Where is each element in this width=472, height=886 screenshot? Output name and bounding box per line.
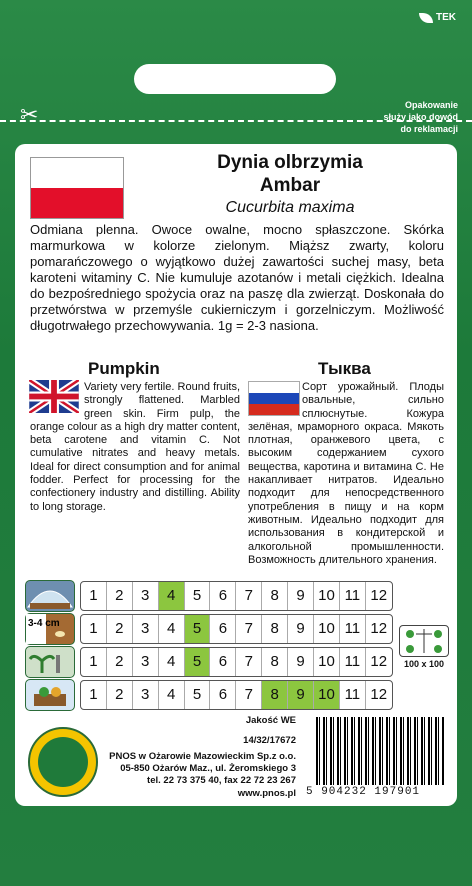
month-cell: 1 [81, 582, 107, 610]
calendar-row-planting [80, 647, 393, 677]
month-cell: 7 [236, 615, 262, 643]
scissors-icon: ✂ [20, 102, 39, 127]
month-cell-active: 5 [185, 615, 211, 643]
month-cell: 6 [210, 615, 236, 643]
month-cell: 1 [81, 648, 107, 676]
month-cell: 3 [133, 648, 159, 676]
month-cell: 10 [314, 615, 340, 643]
english-description: Variety very fertile. Round fruits, strongly flattened. Marbled green skin. Firm pulp, the orange colour as a high dry matter content, beta carotene and vitamin C. Not cumulative nitrates and heavy metals. Ideal for direct consumption and for animal fodder. Perfect for processing for the confectionery industry and distilling. Ability to long storage. [30, 381, 240, 513]
polish-description: Odmiana plenna. Owoce owalne, mocno spłaszczone. Skórka marmurkowa w kolorze zielonym. Miąższ zwarty, koloru pomarańczowego o wyjątkowo dużej zawartości suchej masy, beta karoteni witaminy C. Nie kumuluje azotanów i metali ciężkich. Idealna do bezpośredniego spożycia oraz na paszę dla zwierząt. Doskonała do przetwórstwa w przemyśle cukierniczym i gorzelniczym. Możliwość długotrwałego przechowywania. 1g = 2-3 nasiona. [30, 222, 444, 333]
russian-heading: Тыква [318, 359, 371, 378]
month-cell-active: 10 [314, 681, 340, 709]
month-cell: 2 [107, 681, 133, 709]
seed-depth-icon [25, 613, 75, 645]
barcode [316, 717, 444, 785]
month-cell: 5 [185, 681, 211, 709]
month-cell: 2 [107, 582, 133, 610]
month-cell: 12 [370, 653, 388, 670]
month-cell: 12 [370, 620, 388, 637]
pnos-logo [28, 727, 98, 797]
month-cell: 5 [185, 582, 211, 610]
month-cell: 2 [107, 648, 133, 676]
company-name: PNOS w Ożarowie Mazowieckim Sp.z o.o. [109, 751, 296, 762]
lot-code: 14/32/17672 [243, 735, 296, 746]
company-address: 05-850 Ożarów Maz., ul. Żeromskiego 3 [120, 763, 296, 774]
russian-description: Сорт урожайный. Плоды овальные, сильно сплюснутые. Кожура зелёная, мраморного окраса. Мякоть плотная, оранжевого цвета, с высоким содержанием сухого вещества, каротина и витамина С. Не накапливает нитратов. Идеально подходит для непосредственного употребления в пищу и на корм животным. Идеально подходит для использования в кондитерской и алкогольной промышленности. Возможность длительного хранения. [248, 381, 444, 566]
seedling-icon [25, 646, 75, 678]
month-cell: 3 [133, 615, 159, 643]
hang-hole [134, 64, 336, 94]
month-cell: 1 [81, 615, 107, 643]
barcode-number: 5 904232 197901 [306, 786, 421, 798]
month-cell: 9 [288, 582, 314, 610]
polish-flag [30, 157, 124, 219]
latin-name: Cucurbita maxima [225, 199, 355, 216]
product-name-line1: Dynia olbrzymia [217, 152, 363, 173]
english-heading: Pumpkin [88, 359, 160, 378]
product-name-line2: Ambar [259, 175, 321, 196]
month-cell-active: 9 [288, 681, 314, 709]
spacing-icon [399, 625, 449, 657]
month-cell: 6 [210, 648, 236, 676]
month-cell: 7 [236, 582, 262, 610]
cut-line [0, 120, 472, 122]
month-cell: 9 [288, 615, 314, 643]
month-cell: 10 [314, 582, 340, 610]
harvest-icon [25, 679, 75, 711]
month-cell: 8 [262, 582, 288, 610]
company-web[interactable]: www.pnos.pl [237, 788, 296, 799]
spacing-label: 100 x 100 [403, 659, 445, 669]
calendar-row-sowing-outdoor [80, 614, 393, 644]
svg-text:3-4 cm: 3-4 cm [28, 618, 60, 629]
month-cell: 7 [236, 648, 262, 676]
calendar-row-sowing-under-cover [80, 581, 393, 611]
month-cell: 12 [370, 686, 388, 703]
greenhouse-icon [25, 580, 75, 612]
month-cell: 3 [133, 681, 159, 709]
month-cell: 6 [210, 681, 236, 709]
tek-badge [419, 12, 456, 23]
tek-leaf-icon [419, 13, 433, 23]
month-cell: 4 [159, 615, 185, 643]
cut-note: Opakowanie służy jako dowód do reklamacji [383, 100, 458, 134]
month-cell: 10 [314, 648, 340, 676]
month-cell: 11 [340, 615, 366, 643]
month-cell: 3 [133, 582, 159, 610]
company-phone: tel. 22 73 375 40, fax 22 72 23 267 [147, 775, 296, 786]
month-cell: 4 [159, 681, 185, 709]
russian-flag [248, 381, 300, 416]
quality-label: Jakość WE [245, 715, 296, 726]
month-cell-active: 5 [185, 648, 211, 676]
month-cell: 11 [340, 582, 366, 610]
month-cell: 12 [370, 587, 388, 604]
month-cell: 7 [236, 681, 262, 709]
calendar-row-harvest [80, 680, 393, 710]
uk-flag [29, 380, 79, 413]
month-cell: 8 [262, 648, 288, 676]
month-cell-active: 4 [159, 582, 185, 610]
month-cell: 2 [107, 615, 133, 643]
month-cell: 11 [340, 648, 366, 676]
month-cell: 9 [288, 648, 314, 676]
tek-label: TEK [436, 12, 456, 23]
month-cell-active: 8 [262, 681, 288, 709]
month-cell: 4 [159, 648, 185, 676]
month-cell: 1 [81, 681, 107, 709]
month-cell: 11 [340, 681, 366, 709]
month-cell: 6 [210, 582, 236, 610]
month-cell: 8 [262, 615, 288, 643]
